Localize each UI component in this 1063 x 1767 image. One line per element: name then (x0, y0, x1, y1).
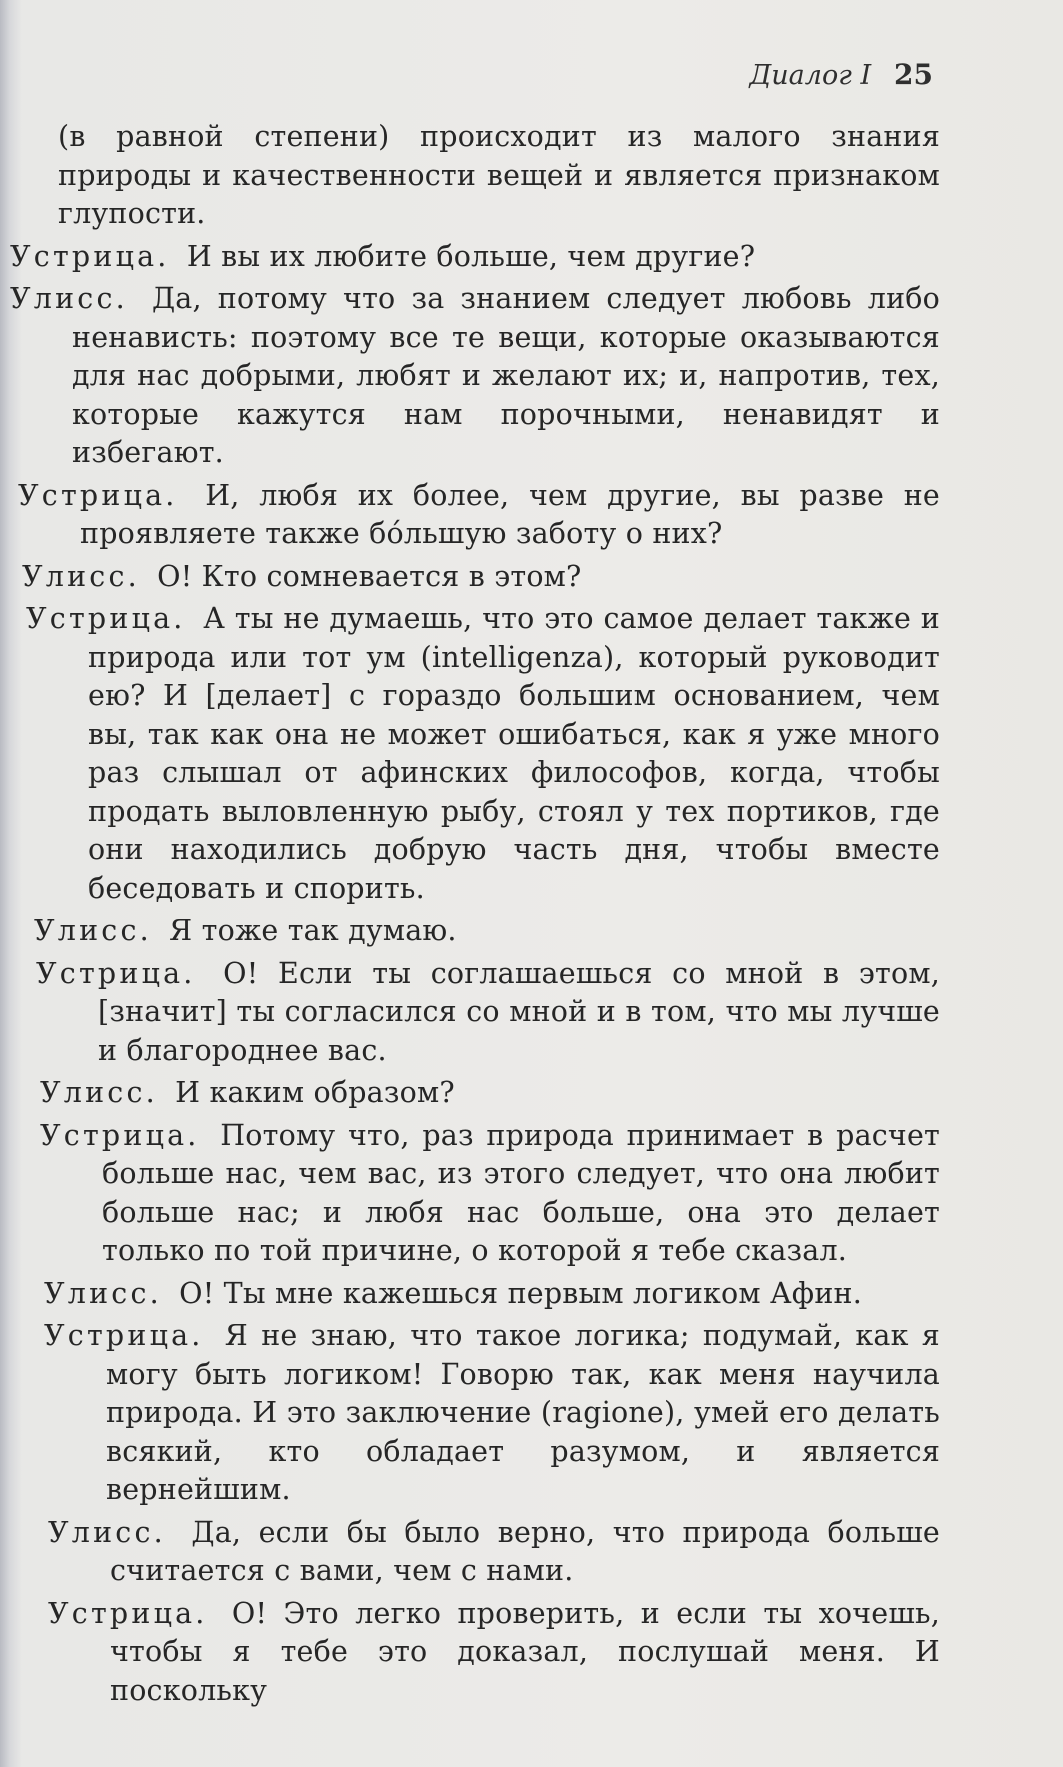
paragraph-text: Да, потому что за знанием следует любовь либо ненависть: поэтому все те вещи, которые оказываются для нас добрыми, любят и желают их; и, напротив, тех, которые кажутся нам порочными, ненавидят и избегают. (72, 282, 940, 469)
speaker-name: Улисс. (22, 559, 140, 593)
paragraph-text: О! Ты мне кажешься первым логиком Афин. (179, 1276, 862, 1310)
paragraph (12, 558, 940, 597)
paragraph (26, 955, 940, 1071)
paragraph-text: О! Это легко проверить, и если ты хочешь, чтобы я тебе это доказал, послушай меня. И поскольку (110, 1596, 940, 1707)
paragraph (0, 118, 940, 234)
paragraph (38, 1514, 940, 1591)
paragraph (8, 477, 940, 554)
paragraph-text: Потому что, раз природа принимает в расчет больше нас, чем вас, из этого следует, что она любит больше нас; и любя нас больше, она это делает только по той причине, о которой я тебе сказал. (102, 1118, 940, 1267)
paragraph (38, 1595, 940, 1711)
speaker-name: Улисс. (48, 1515, 166, 1549)
paragraph-text: О! Если ты соглашаешься со мной в этом, [значит] ты согласился со мной и в том, что мы лучше и благороднее вас. (98, 956, 940, 1067)
paragraph (30, 1074, 940, 1113)
speaker-name: Улисс. (44, 1276, 162, 1310)
speaker-name: Улисс. (34, 914, 152, 947)
speaker-name: Устрица. (44, 1319, 204, 1352)
paragraph (30, 1117, 940, 1271)
speaker-name: Улисс. (10, 282, 128, 315)
speaker-name: Устрица. (10, 239, 170, 273)
page-number: 25 (894, 58, 933, 91)
running-header (749, 58, 933, 91)
paragraph-text: (в равной степени) происходит из малого знания природы и качественности вещей и является признаком глупости. (58, 120, 940, 230)
speaker-name: Устрица. (26, 602, 186, 635)
paragraph (34, 1275, 940, 1314)
paragraph-text: И, любя их более, чем другие, вы разве не проявляете также бóльшую заботу о них? (80, 478, 940, 550)
speaker-name: Улисс. (40, 1076, 158, 1109)
running-head: Диалог I (749, 60, 872, 91)
paragraph-text: А ты не думаешь, что это самое делает также и природа или тот ум (intelligenza), который руководит ею? И [делает] с гораздо большим основанием, чем вы, так как она не может ошибаться, как я уже много раз слышал от афинских философов, когда, чтобы продать выловленную рыбу, стоял у тех портиков, где они находились добрую часть дня, чтобы вместе беседовать и спорить. (88, 602, 940, 905)
dialogue-text (0, 118, 940, 1714)
paragraph (0, 238, 940, 277)
paragraph-text: Да, если бы было верно, что природа больше считается с вами, чем с нами. (110, 1515, 940, 1587)
speaker-name: Устрица. (48, 1596, 208, 1630)
speaker-name: Устрица. (40, 1118, 200, 1152)
paragraph-text: И каким образом? (175, 1076, 455, 1109)
paragraph-text: И вы их любите больше, чем другие? (186, 239, 756, 273)
paragraph (24, 912, 940, 951)
paragraph (34, 1317, 940, 1510)
paragraph-text: О! Кто сомневается в этом? (157, 559, 582, 593)
paragraph (0, 280, 940, 473)
speaker-name: Устрица. (18, 478, 178, 512)
paragraph-text: Я тоже так думаю. (169, 914, 457, 947)
paragraph-text: Я не знаю, что такое логика; подумай, как я могу быть логиком! Говорю так, как меня научила природа. И это заключение (ragione), умей его делать всякий, кто обладает разумом, и является вернейшим. (106, 1319, 940, 1506)
speaker-name: Устрица. (36, 956, 196, 990)
paragraph (16, 600, 940, 908)
